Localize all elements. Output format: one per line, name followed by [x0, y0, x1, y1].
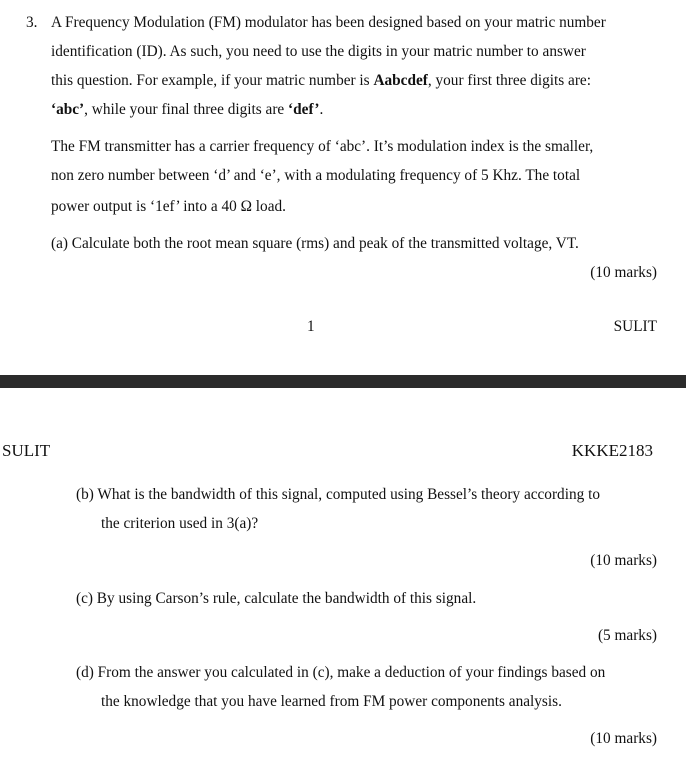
intro-line-4	[51, 100, 323, 120]
part-d-marks: (10 marks)	[590, 730, 657, 747]
example-tail: , your first three digits are:	[427, 72, 591, 89]
intro-line-3	[51, 71, 591, 91]
part-d-line-1: (d) From the answer you calculated in (c), make a deduction of your findings based on	[76, 664, 606, 681]
first-digits: ‘abc’	[51, 101, 85, 118]
part-a-marks: (10 marks)	[590, 264, 657, 281]
part-b-marks: (10 marks)	[590, 552, 657, 569]
page-number: 1	[307, 318, 315, 335]
para2-line-1: The FM transmitter has a carrier frequency of ‘abc’. It’s modulation index is the smaller,	[51, 138, 594, 155]
part-b-line-1: (b) What is the bandwidth of this signal, computed using Bessel’s theory according to	[76, 486, 600, 503]
intro-line-1: A Frequency Modulation (FM) modulator has been designed based on your matric number	[51, 14, 606, 31]
intro-line-3-text: this question. For example, if your matric number is	[51, 72, 374, 89]
part-b-line-2: the criterion used in 3(a)?	[101, 515, 259, 532]
part-c-question: (c) By using Carson’s rule, calculate the bandwidth of this signal.	[76, 590, 477, 607]
part-a-question: (a) Calculate both the root mean square (rms) and peak of the transmitted voltage, VT.	[51, 235, 579, 252]
para2-line-3: power output is ‘1ef’ into a 40 Ω load.	[51, 198, 286, 215]
para2-line-2: non zero number between ‘d’ and ‘e’, with a modulating frequency of 5 Khz. The total	[51, 167, 581, 184]
page2-header-sulit: SULIT	[2, 441, 51, 460]
example-matric: Aabcdef	[373, 72, 428, 89]
intro-line-2: identification (ID). As such, you need to use the digits in your matric number to answer	[51, 43, 586, 60]
page1-footer-sulit: SULIT	[613, 318, 657, 335]
middle-text: , while your final three digits are	[84, 101, 289, 118]
course-code: KKKE2183	[571, 441, 653, 460]
part-c-marks: (5 marks)	[597, 627, 657, 644]
question-number: 3.	[26, 14, 38, 31]
final-period: .	[319, 101, 324, 118]
part-d-line-2: the knowledge that you have learned from FM power components analysis.	[101, 693, 562, 710]
page-break-divider	[0, 375, 686, 388]
final-digits: ‘def’	[288, 101, 320, 118]
